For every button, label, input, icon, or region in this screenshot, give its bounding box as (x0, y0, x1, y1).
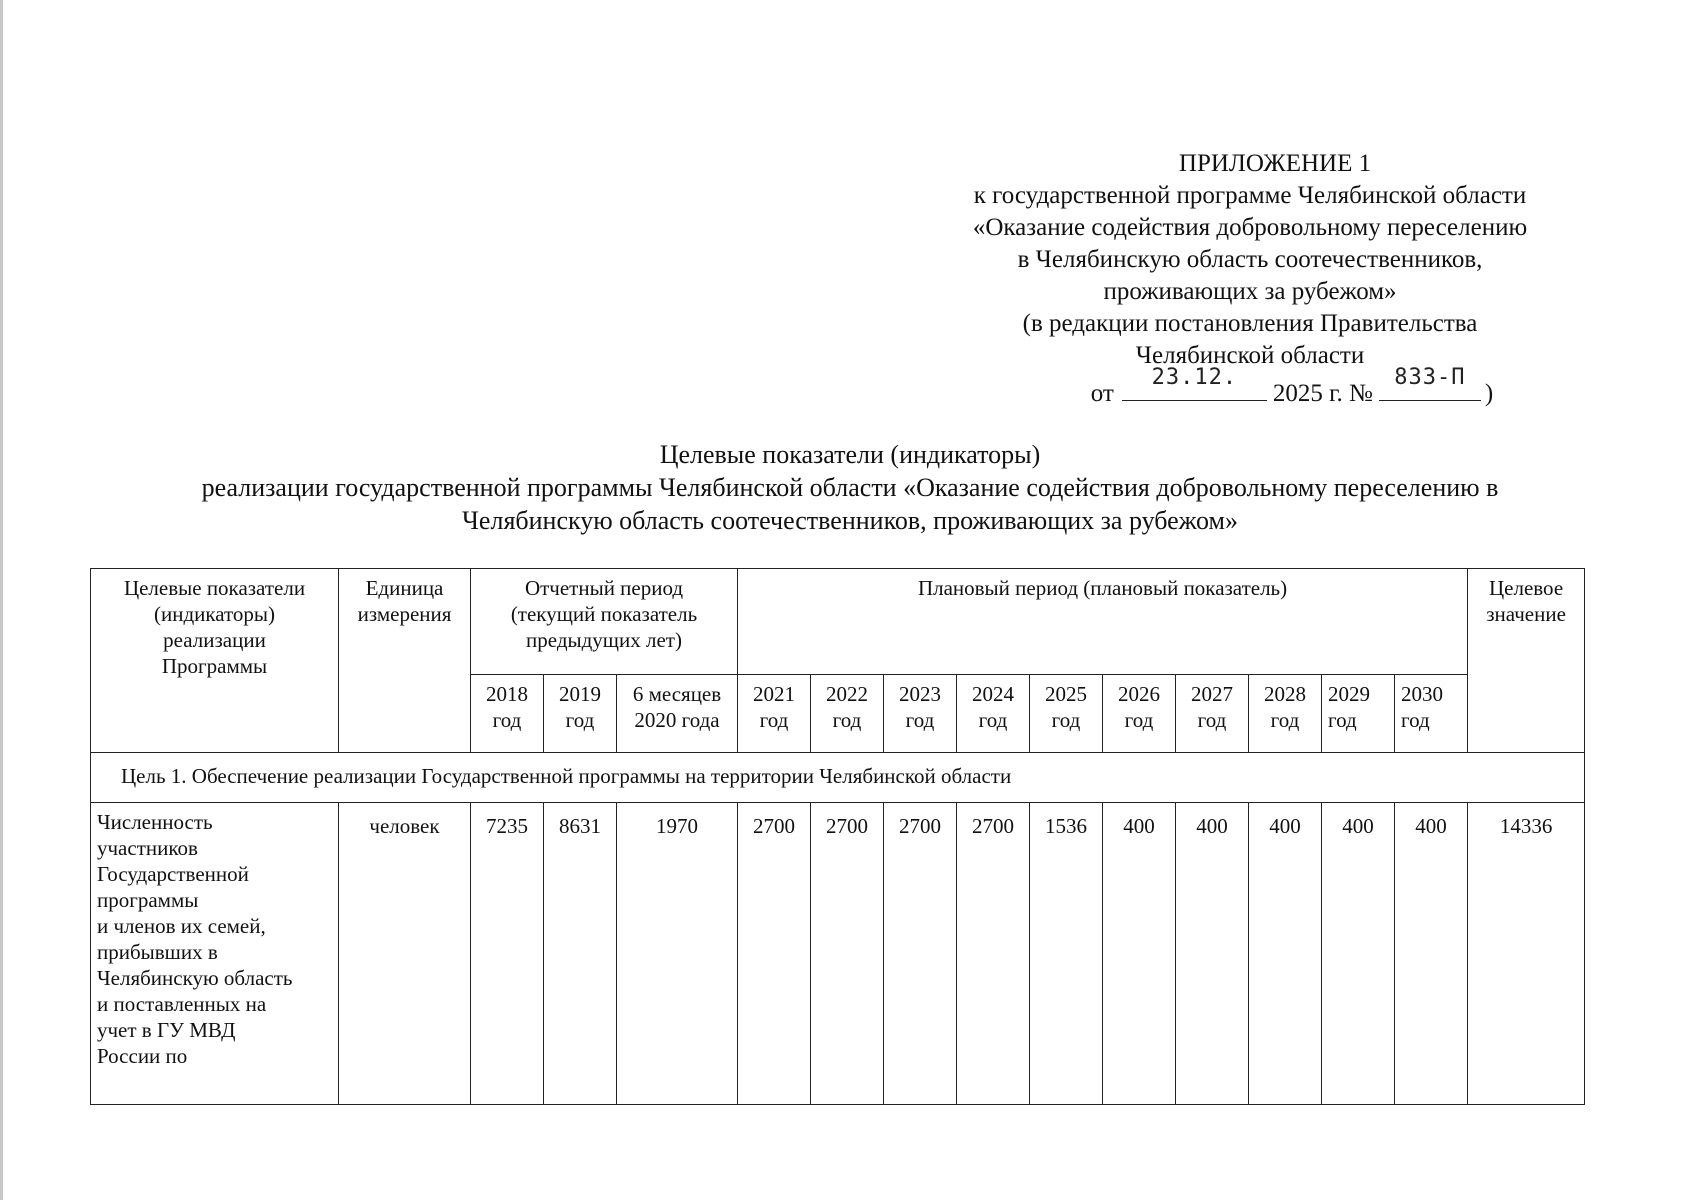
appendix-line: (в редакции постановления Правительства (1022, 310, 1478, 337)
year-header (1249, 675, 1322, 753)
value-cell: 2700 (884, 803, 957, 1105)
indicator-line: учет в ГУ МВД (97, 1018, 236, 1042)
indicator-line: Государственной (97, 862, 249, 886)
appendix-line: к государственной программе Челябинской области (973, 182, 1527, 209)
header-text: предыдущих лет) (526, 628, 682, 652)
appendix-line: Челябинской области (1135, 342, 1365, 369)
indicator-line: и членов их семей, (97, 914, 266, 938)
year-suffix: год (1401, 708, 1430, 732)
goal-text: Цель 1. Обеспечение реализации Государственной программы на территории Челябинской области (91, 753, 1585, 803)
year-header (471, 675, 544, 753)
value-cell: 400 (1103, 803, 1176, 1105)
header-text: Отчетный период (524, 576, 684, 600)
value-cell: 400 (1395, 803, 1468, 1105)
page-edge (0, 0, 3, 1200)
resolution-date-line (880, 365, 1620, 410)
value-cell: 400 (1176, 803, 1249, 1105)
year-value: 2028 (1264, 682, 1306, 706)
unit-cell: человек (339, 803, 471, 1105)
date-field (1122, 365, 1267, 401)
appendix-line: в Челябинскую область соотечественников, (1017, 246, 1483, 273)
year-suffix: год (978, 708, 1008, 732)
header-planned-period: Плановый период (плановый показатель) (738, 569, 1468, 675)
year-header (884, 675, 957, 753)
appendix-line: проживающих за рубежом» (1103, 278, 1397, 305)
header-text: измерения (357, 602, 452, 626)
year-header (738, 675, 811, 753)
header-text: Программы (161, 654, 268, 678)
header-text: значение (1486, 602, 1566, 626)
year-header (1030, 675, 1103, 753)
year-suffix: год (1270, 708, 1300, 732)
appendix-line: «Оказание содействия добровольному переселению (972, 214, 1528, 241)
document-heading (100, 438, 1600, 537)
header-target (1468, 569, 1585, 753)
indicators-table (90, 568, 1585, 1105)
value-cell: 1536 (1030, 803, 1103, 1105)
value-cell: 2700 (811, 803, 884, 1105)
indicator-line: программы (97, 888, 199, 912)
year-header (617, 675, 738, 753)
year-header (957, 675, 1030, 753)
indicator-name (91, 803, 339, 1105)
indicator-line: России по (97, 1044, 188, 1068)
year-value: 2023 (899, 682, 941, 706)
indicator-line: Челябинскую область (97, 966, 293, 990)
heading-line: реализации государственной программы Челябинской области «Оказание содействия добровольному переселению в (201, 473, 1499, 502)
header-reporting-period (471, 569, 738, 675)
indicator-line: участников (97, 836, 198, 860)
value-cell: 2700 (957, 803, 1030, 1105)
year-suffix: год (759, 708, 789, 732)
year-header (1176, 675, 1249, 753)
year-value: 2024 (972, 682, 1014, 706)
year-header (544, 675, 617, 753)
value-cell: 2700 (738, 803, 811, 1105)
year-suffix: год (905, 708, 935, 732)
indicator-line: и поставленных на (97, 992, 267, 1016)
year-value: 2018 (486, 682, 528, 706)
year-value: 2029 (1328, 682, 1370, 706)
header-text: реализации (163, 628, 266, 652)
value-cell: 7235 (471, 803, 544, 1105)
handwritten-date: 23.12. (1151, 365, 1238, 390)
year-suffix: год (1051, 708, 1081, 732)
heading-line: Челябинскую область соотечественников, проживающих за рубежом» (462, 506, 1238, 535)
closing-paren: ) (1484, 380, 1494, 407)
indicator-line: прибывших в (97, 940, 218, 964)
value-cell: 8631 (544, 803, 617, 1105)
year-value: 2030 (1401, 682, 1443, 706)
year-header (1103, 675, 1176, 753)
heading-line: Целевые показатели (индикаторы) (659, 440, 1041, 469)
year-suffix: год (832, 708, 862, 732)
appendix-block (880, 148, 1620, 410)
year-suffix: 2020 года (634, 708, 720, 732)
header-row (91, 569, 1585, 675)
value-cell: 1970 (617, 803, 738, 1105)
header-text: Единица (365, 576, 444, 600)
header-text: Целевые показатели (123, 576, 306, 600)
year-suffix: год (492, 708, 522, 732)
year-value: 2021 (753, 682, 795, 706)
header-text: (текущий показатель (510, 602, 698, 626)
year-header (1322, 675, 1395, 753)
year-suffix: год (1124, 708, 1154, 732)
appendix-title: ПРИЛОЖЕНИЕ 1 (1178, 150, 1372, 177)
year-value: 6 месяцев (632, 682, 722, 706)
value-cell: 400 (1249, 803, 1322, 1105)
year-suffix: год (565, 708, 595, 732)
year-value: 2027 (1191, 682, 1233, 706)
year-value: 2026 (1118, 682, 1160, 706)
target-value-cell: 14336 (1468, 803, 1585, 1105)
goal-row (91, 753, 1585, 803)
header-indicator (91, 569, 339, 753)
year-header (811, 675, 884, 753)
number-field (1379, 365, 1481, 401)
indicator-line: Численность (97, 810, 213, 834)
handwritten-number: 833-П (1394, 365, 1466, 390)
year-label: 2025 г. № (1272, 380, 1373, 407)
header-unit (339, 569, 471, 753)
year-suffix: год (1197, 708, 1227, 732)
year-value: 2022 (826, 682, 868, 706)
year-suffix: год (1328, 708, 1357, 732)
year-value: 2019 (559, 682, 601, 706)
year-value: 2025 (1045, 682, 1087, 706)
table-row (91, 803, 1585, 1105)
value-cell: 400 (1322, 803, 1395, 1105)
header-text: Целевое (1489, 576, 1564, 600)
header-text: (индикаторы) (153, 602, 276, 626)
year-header (1395, 675, 1468, 753)
date-prefix: от (1090, 380, 1114, 407)
